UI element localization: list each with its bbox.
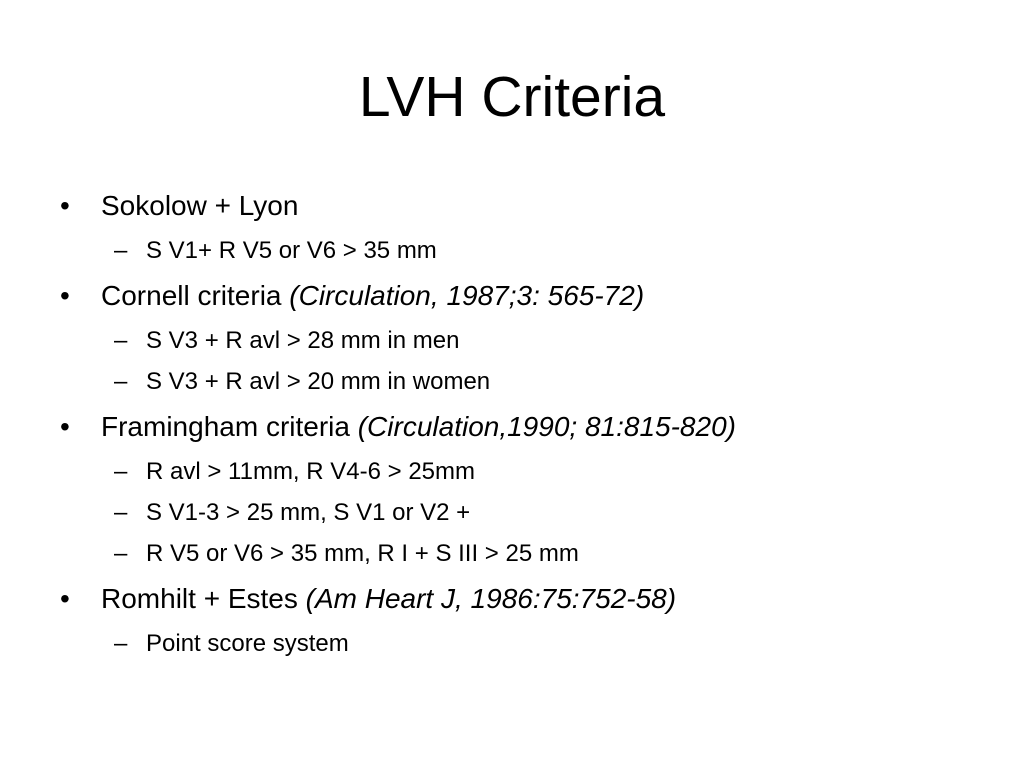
sub-bullet-item: [114, 237, 437, 265]
sub-bullet-text: Point score system: [146, 630, 349, 657]
dash-marker: –: [114, 368, 128, 395]
citation: (Am Heart J, 1986:75:752-58): [305, 583, 677, 614]
dash-marker: –: [114, 458, 128, 485]
bullet-marker: •: [60, 411, 70, 442]
sub-bullet-text: S V1+ R V5 or V6 > 35 mm: [146, 237, 437, 264]
bullet-marker: •: [60, 583, 70, 614]
sub-bullet-text: S V1-3 > 25 mm, S V1 or V2 +: [146, 499, 471, 526]
sub-bullet-text: S V3 + R avl > 20 mm in women: [146, 368, 491, 395]
sub-bullet-text: R V5 or V6 > 35 mm, R I + S III > 25 mm: [146, 540, 579, 567]
sub-bullet-item: [114, 368, 490, 396]
slide-title: LVH Criteria: [358, 65, 666, 129]
sub-bullet-item: [114, 327, 459, 355]
bullet-marker: •: [60, 190, 70, 221]
bullet-text: Framingham criteria: [101, 411, 350, 442]
sub-bullet-item: [114, 499, 470, 527]
citation: (Circulation,1990; 81:815-820): [357, 411, 736, 442]
dash-marker: –: [114, 327, 128, 354]
sub-bullet-text: R avl > 11mm, R V4-6 > 25mm: [146, 458, 475, 485]
bullet-text: Sokolow + Lyon: [101, 190, 299, 221]
dash-marker: –: [114, 540, 128, 567]
bullet-item: [60, 279, 644, 313]
sub-bullet-item: [114, 540, 579, 568]
bullet-marker: •: [60, 280, 70, 311]
bullet-text: Cornell criteria: [101, 280, 282, 311]
sub-bullet-item: [114, 630, 349, 658]
bullet-item: [60, 189, 298, 223]
dash-marker: –: [114, 630, 128, 657]
citation: (Circulation, 1987;3: 565-72): [289, 280, 645, 311]
bullet-item: [60, 582, 676, 616]
bullet-text: Romhilt + Estes: [101, 583, 298, 614]
sub-bullet-item: [114, 458, 475, 486]
bullet-item: [60, 410, 736, 444]
dash-marker: –: [114, 499, 128, 526]
dash-marker: –: [114, 237, 128, 264]
sub-bullet-text: S V3 + R avl > 28 mm in men: [146, 327, 460, 354]
